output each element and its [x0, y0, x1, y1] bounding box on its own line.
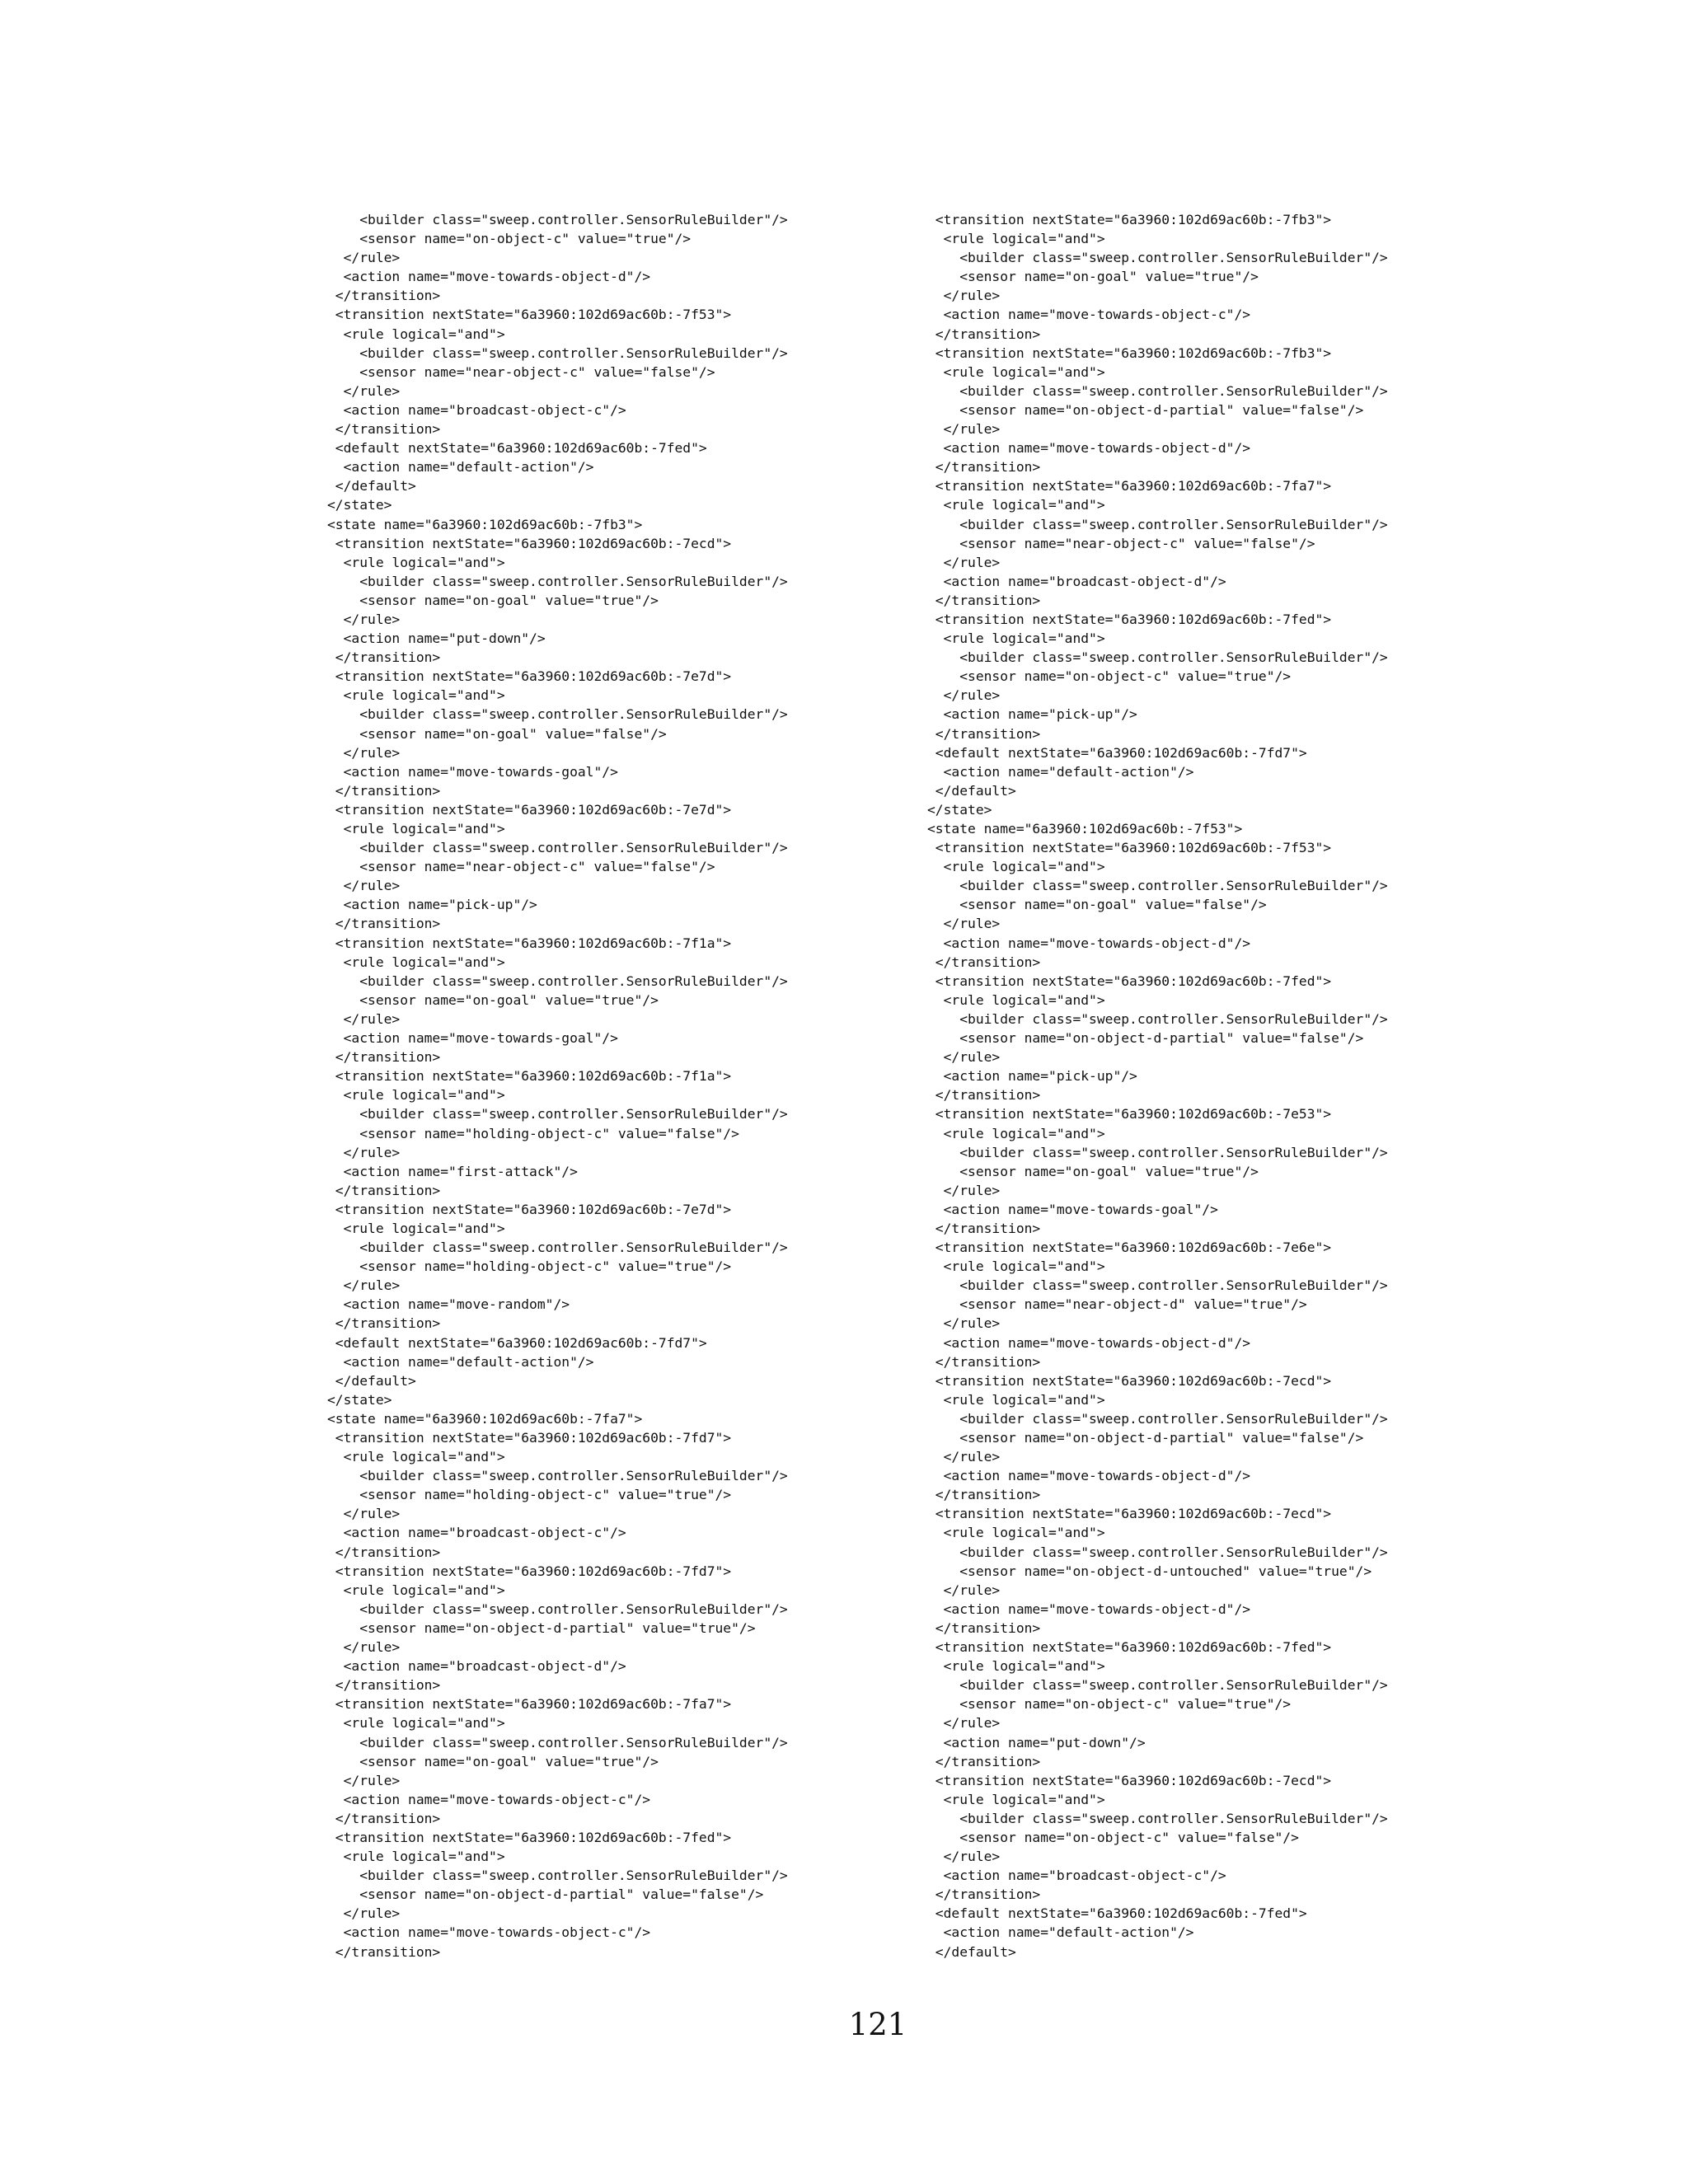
code-line: <action name="default-action"/>	[327, 1353, 594, 1370]
code-line: <rule logical="and">	[327, 687, 505, 704]
code-line: </rule>	[327, 1905, 401, 1922]
code-line: <action name="move-towards-object-c"/>	[327, 1791, 651, 1807]
code-line: </transition>	[927, 1220, 1041, 1236]
code-line: <action name="move-random"/>	[327, 1296, 570, 1313]
code-line: <action name="move-towards-object-d"/>	[927, 1334, 1251, 1351]
code-line: <action name="broadcast-object-d"/>	[927, 573, 1226, 589]
code-line: </rule>	[327, 382, 401, 399]
code-line: </rule>	[927, 1182, 1001, 1198]
code-line: <sensor name="on-object-d-partial" value="false"/>	[927, 1430, 1364, 1446]
code-line: </transition>	[327, 1182, 441, 1198]
code-line: </rule>	[927, 1582, 1001, 1598]
code-line: <builder class="sweep.controller.SensorRuleBuilder"/>	[327, 840, 788, 856]
code-line: <transition nextState="6a3960:102d69ac60b:-7fed">	[927, 1639, 1332, 1656]
code-line: </rule>	[927, 1049, 1001, 1066]
code-line: </rule>	[327, 878, 401, 894]
code-line: <action name="move-towards-goal"/>	[327, 1030, 618, 1047]
code-line: </default>	[927, 782, 1016, 799]
code-line: <transition nextState="6a3960:102d69ac60b:-7fd7">	[327, 1430, 732, 1446]
code-line: </rule>	[927, 1315, 1001, 1332]
code-line: <action name="move-towards-object-d"/>	[927, 1601, 1251, 1617]
code-line: </transition>	[327, 649, 441, 666]
code-line: <action name="move-towards-object-d"/>	[927, 1468, 1251, 1484]
code-line: <transition nextState="6a3960:102d69ac60b:-7fed">	[327, 1829, 732, 1845]
code-line: </rule>	[927, 1849, 1001, 1865]
code-line: </transition>	[927, 592, 1041, 608]
code-line: </rule>	[927, 1715, 1001, 1732]
code-line: <builder class="sweep.controller.SensorRuleBuilder"/>	[927, 1677, 1388, 1694]
code-line: <action name="move-towards-object-d"/>	[927, 935, 1251, 951]
code-line: </transition>	[927, 1487, 1041, 1503]
code-line: <transition nextState="6a3960:102d69ac60b:-7f53">	[327, 307, 732, 323]
code-line: <rule logical="and">	[327, 821, 505, 837]
code-line: <action name="default-action"/>	[927, 763, 1194, 780]
code-line: <rule logical="and">	[927, 859, 1105, 875]
code-line: <rule logical="and">	[327, 1087, 505, 1104]
code-line: <action name="move-towards-goal"/>	[327, 763, 618, 780]
code-line: <builder class="sweep.controller.SensorRuleBuilder"/>	[327, 1868, 788, 1884]
code-line: <sensor name="on-object-d-partial" value="true"/>	[327, 1619, 756, 1636]
code-line: <sensor name="holding-object-c" value="false"/>	[327, 1125, 739, 1141]
code-line: </transition>	[327, 1544, 441, 1560]
code-line: <rule logical="and">	[927, 497, 1105, 513]
code-line: </rule>	[927, 687, 1001, 704]
code-line: <transition nextState="6a3960:102d69ac60b:-7f1a">	[327, 1068, 732, 1085]
code-line: <rule logical="and">	[927, 1658, 1105, 1675]
code-line: <sensor name="on-goal" value="true"/>	[927, 269, 1259, 285]
code-line: <sensor name="on-goal" value="false"/>	[927, 897, 1267, 913]
code-line: </state>	[327, 497, 392, 513]
code-line: <action name="move-towards-object-d"/>	[927, 440, 1251, 457]
code-line: </state>	[327, 1391, 392, 1408]
code-line: </rule>	[927, 554, 1001, 570]
code-line: <transition nextState="6a3960:102d69ac60b:-7ecd">	[327, 535, 732, 551]
code-line: <transition nextState="6a3960:102d69ac60b:-7e53">	[927, 1106, 1332, 1122]
code-line: <action name="put-down"/>	[927, 1734, 1146, 1750]
code-line: </rule>	[327, 744, 401, 761]
code-line: <builder class="sweep.controller.SensorRuleBuilder"/>	[327, 1468, 788, 1484]
code-line: <rule logical="and">	[327, 554, 505, 570]
code-line: <state name="6a3960:102d69ac60b:-7f53">	[927, 821, 1243, 837]
code-line: <sensor name="on-object-d-partial" value="false"/>	[927, 401, 1364, 418]
code-line: <builder class="sweep.controller.SensorRuleBuilder"/>	[927, 1810, 1388, 1826]
code-line: <rule logical="and">	[327, 1449, 505, 1465]
code-line: <transition nextState="6a3960:102d69ac60b:-7e7d">	[327, 801, 732, 818]
code-line: </transition>	[327, 916, 441, 932]
code-line: </rule>	[927, 288, 1001, 304]
code-line: <action name="put-down"/>	[327, 630, 546, 647]
code-line: </transition>	[927, 1753, 1041, 1769]
code-line: </transition>	[927, 954, 1041, 970]
code-column-right	[927, 210, 1388, 1961]
code-line: <transition nextState="6a3960:102d69ac60b:-7fb3">	[927, 212, 1332, 227]
code-line: </transition>	[927, 1087, 1041, 1104]
code-line: </transition>	[327, 288, 441, 304]
code-line: <sensor name="near-object-c" value="false"/>	[327, 859, 715, 875]
code-line: <sensor name="on-goal" value="true"/>	[327, 592, 659, 608]
code-line: </rule>	[927, 1449, 1001, 1465]
code-line: <rule logical="and">	[927, 1258, 1105, 1275]
code-line: <builder class="sweep.controller.SensorRuleBuilder"/>	[327, 573, 788, 589]
code-line: <transition nextState="6a3960:102d69ac60b:-7fa7">	[927, 478, 1332, 494]
code-line: <builder class="sweep.controller.SensorRuleBuilder"/>	[927, 1010, 1388, 1027]
code-line: </transition>	[927, 326, 1041, 342]
code-line: <builder class="sweep.controller.SensorRuleBuilder"/>	[927, 250, 1388, 266]
code-line: <builder class="sweep.controller.SensorRuleBuilder"/>	[927, 1544, 1388, 1560]
code-line: <sensor name="holding-object-c" value="true"/>	[327, 1487, 732, 1503]
code-line: </default>	[927, 1943, 1016, 1960]
code-line: <default nextState="6a3960:102d69ac60b:-7fed">	[927, 1905, 1307, 1922]
code-line: <transition nextState="6a3960:102d69ac60b:-7ecd">	[927, 1772, 1332, 1788]
code-line: <builder class="sweep.controller.SensorRuleBuilder"/>	[327, 212, 788, 227]
code-line: <action name="broadcast-object-c"/>	[327, 401, 626, 418]
code-line: <transition nextState="6a3960:102d69ac60b:-7f1a">	[327, 935, 732, 951]
code-line: <sensor name="on-object-c" value="true"/>	[327, 231, 692, 247]
code-line: </rule>	[327, 1144, 401, 1160]
code-line: </state>	[927, 801, 992, 818]
code-line: <sensor name="near-object-c" value="false"/>	[927, 535, 1315, 551]
code-line: <rule logical="and">	[927, 1125, 1105, 1141]
code-line: <transition nextState="6a3960:102d69ac60b:-7e6e">	[927, 1240, 1332, 1256]
code-line: <rule logical="and">	[327, 1582, 505, 1598]
code-line: </rule>	[327, 1772, 401, 1788]
code-line: </rule>	[327, 250, 401, 266]
code-line: </transition>	[927, 1619, 1041, 1636]
code-line: </transition>	[327, 1943, 441, 1960]
code-line: <sensor name="on-goal" value="true"/>	[927, 1163, 1259, 1179]
code-line: <action name="pick-up"/>	[927, 706, 1137, 723]
code-line: <builder class="sweep.controller.SensorRuleBuilder"/>	[927, 1144, 1388, 1160]
code-line: <builder class="sweep.controller.SensorRuleBuilder"/>	[927, 1277, 1388, 1294]
code-line: </transition>	[327, 782, 441, 799]
code-line: <rule logical="and">	[327, 1715, 505, 1732]
code-line: <rule logical="and">	[927, 1525, 1105, 1541]
code-line: </transition>	[327, 1677, 441, 1694]
code-line: <state name="6a3960:102d69ac60b:-7fa7">	[327, 1410, 643, 1427]
code-line: <builder class="sweep.controller.SensorRuleBuilder"/>	[927, 649, 1388, 666]
code-line: <builder class="sweep.controller.SensorRuleBuilder"/>	[927, 1410, 1388, 1427]
code-line: <rule logical="and">	[927, 231, 1105, 247]
code-line: <sensor name="on-object-c" value="false"/>	[927, 1829, 1299, 1845]
code-line: <sensor name="on-object-d-untouched" value="true"/>	[927, 1563, 1372, 1579]
code-line: <sensor name="on-object-c" value="true"/>	[927, 668, 1292, 685]
code-line: <rule logical="and">	[927, 630, 1105, 647]
code-line: </transition>	[927, 1353, 1041, 1370]
code-line: <transition nextState="6a3960:102d69ac60b:-7fb3">	[927, 344, 1332, 361]
code-line: <builder class="sweep.controller.SensorRuleBuilder"/>	[327, 1106, 788, 1122]
code-line: <rule logical="and">	[327, 326, 505, 342]
code-line: </transition>	[927, 459, 1041, 476]
code-line: </rule>	[327, 1010, 401, 1027]
code-line: <default nextState="6a3960:102d69ac60b:-7fd7">	[927, 744, 1307, 761]
code-line: <sensor name="on-goal" value="true"/>	[327, 991, 659, 1008]
code-line: <rule logical="and">	[927, 1791, 1105, 1807]
code-line: <rule logical="and">	[327, 1220, 505, 1236]
code-line: <builder class="sweep.controller.SensorRuleBuilder"/>	[927, 878, 1388, 894]
page-number: 121	[848, 2007, 907, 2042]
code-line: <sensor name="on-goal" value="false"/>	[327, 725, 667, 742]
code-line: <sensor name="on-goal" value="true"/>	[327, 1753, 659, 1769]
code-line: <builder class="sweep.controller.SensorRuleBuilder"/>	[927, 516, 1388, 532]
code-line: <action name="default-action"/>	[927, 1924, 1194, 1941]
code-line: <transition nextState="6a3960:102d69ac60b:-7fed">	[927, 972, 1332, 989]
code-line: </rule>	[327, 1639, 401, 1656]
code-line: <action name="first-attack"/>	[327, 1163, 578, 1179]
code-line: <transition nextState="6a3960:102d69ac60b:-7f53">	[927, 840, 1332, 856]
code-line: <builder class="sweep.controller.SensorRuleBuilder"/>	[327, 1734, 788, 1750]
code-line: <action name="broadcast-object-d"/>	[327, 1658, 626, 1675]
code-line: </transition>	[327, 1810, 441, 1826]
code-line: <default nextState="6a3960:102d69ac60b:-7fed">	[327, 440, 707, 457]
code-line: <rule logical="and">	[327, 954, 505, 970]
code-line: </transition>	[927, 725, 1041, 742]
code-line: <sensor name="on-object-c" value="true"/>	[927, 1696, 1292, 1713]
code-column-left	[327, 210, 788, 1961]
code-line: <builder class="sweep.controller.SensorRuleBuilder"/>	[927, 382, 1388, 399]
code-line: <action name="default-action"/>	[327, 459, 594, 476]
code-line: <transition nextState="6a3960:102d69ac60b:-7fa7">	[327, 1696, 732, 1713]
code-line: </transition>	[327, 421, 441, 438]
code-line: <transition nextState="6a3960:102d69ac60b:-7fed">	[927, 611, 1332, 627]
code-line: <sensor name="holding-object-c" value="true"/>	[327, 1258, 732, 1275]
code-line: <state name="6a3960:102d69ac60b:-7fb3">	[327, 516, 643, 532]
code-line: <sensor name="on-object-d-partial" value="false"/>	[327, 1886, 764, 1903]
code-line: <transition nextState="6a3960:102d69ac60b:-7ecd">	[927, 1372, 1332, 1389]
code-line: </transition>	[327, 1315, 441, 1332]
code-line: <action name="pick-up"/>	[927, 1068, 1137, 1085]
code-line: <sensor name="on-object-d-partial" value="false"/>	[927, 1030, 1364, 1047]
code-line: </transition>	[327, 1049, 441, 1066]
code-line: </default>	[327, 478, 416, 494]
code-line: <builder class="sweep.controller.SensorRuleBuilder"/>	[327, 344, 788, 361]
code-line: <transition nextState="6a3960:102d69ac60b:-7ecd">	[927, 1506, 1332, 1522]
code-line: <action name="broadcast-object-c"/>	[327, 1525, 626, 1541]
code-line: <rule logical="and">	[327, 1849, 505, 1865]
code-line: <action name="move-towards-object-c"/>	[327, 1924, 651, 1941]
code-line: <action name="pick-up"/>	[327, 897, 537, 913]
code-line: </default>	[327, 1372, 416, 1389]
code-line: <action name="move-towards-goal"/>	[927, 1201, 1218, 1217]
code-line: <rule logical="and">	[927, 991, 1105, 1008]
code-line: <rule logical="and">	[927, 363, 1105, 380]
code-line: </rule>	[327, 1277, 401, 1294]
code-line: </rule>	[327, 611, 401, 627]
code-line: <transition nextState="6a3960:102d69ac60b:-7e7d">	[327, 1201, 732, 1217]
code-line: <default nextState="6a3960:102d69ac60b:-7fd7">	[327, 1334, 707, 1351]
code-line: </rule>	[327, 1506, 401, 1522]
code-line: <builder class="sweep.controller.SensorRuleBuilder"/>	[327, 1601, 788, 1617]
code-line: <rule logical="and">	[927, 1391, 1105, 1408]
code-line: <sensor name="near-object-d" value="true"/>	[927, 1296, 1307, 1313]
code-line: <action name="move-towards-object-c"/>	[927, 307, 1251, 323]
code-line: <builder class="sweep.controller.SensorRuleBuilder"/>	[327, 1240, 788, 1256]
code-line: <action name="broadcast-object-c"/>	[927, 1868, 1226, 1884]
code-line: <builder class="sweep.controller.SensorRuleBuilder"/>	[327, 706, 788, 723]
code-line: <action name="move-towards-object-d"/>	[327, 269, 651, 285]
code-line: <transition nextState="6a3960:102d69ac60b:-7e7d">	[327, 668, 732, 685]
code-line: </rule>	[927, 421, 1001, 438]
code-line: <transition nextState="6a3960:102d69ac60b:-7fd7">	[327, 1563, 732, 1579]
code-line: <sensor name="near-object-c" value="false"/>	[327, 363, 715, 380]
code-line: <builder class="sweep.controller.SensorRuleBuilder"/>	[327, 972, 788, 989]
code-line: </rule>	[927, 916, 1001, 932]
code-line: </transition>	[927, 1886, 1041, 1903]
